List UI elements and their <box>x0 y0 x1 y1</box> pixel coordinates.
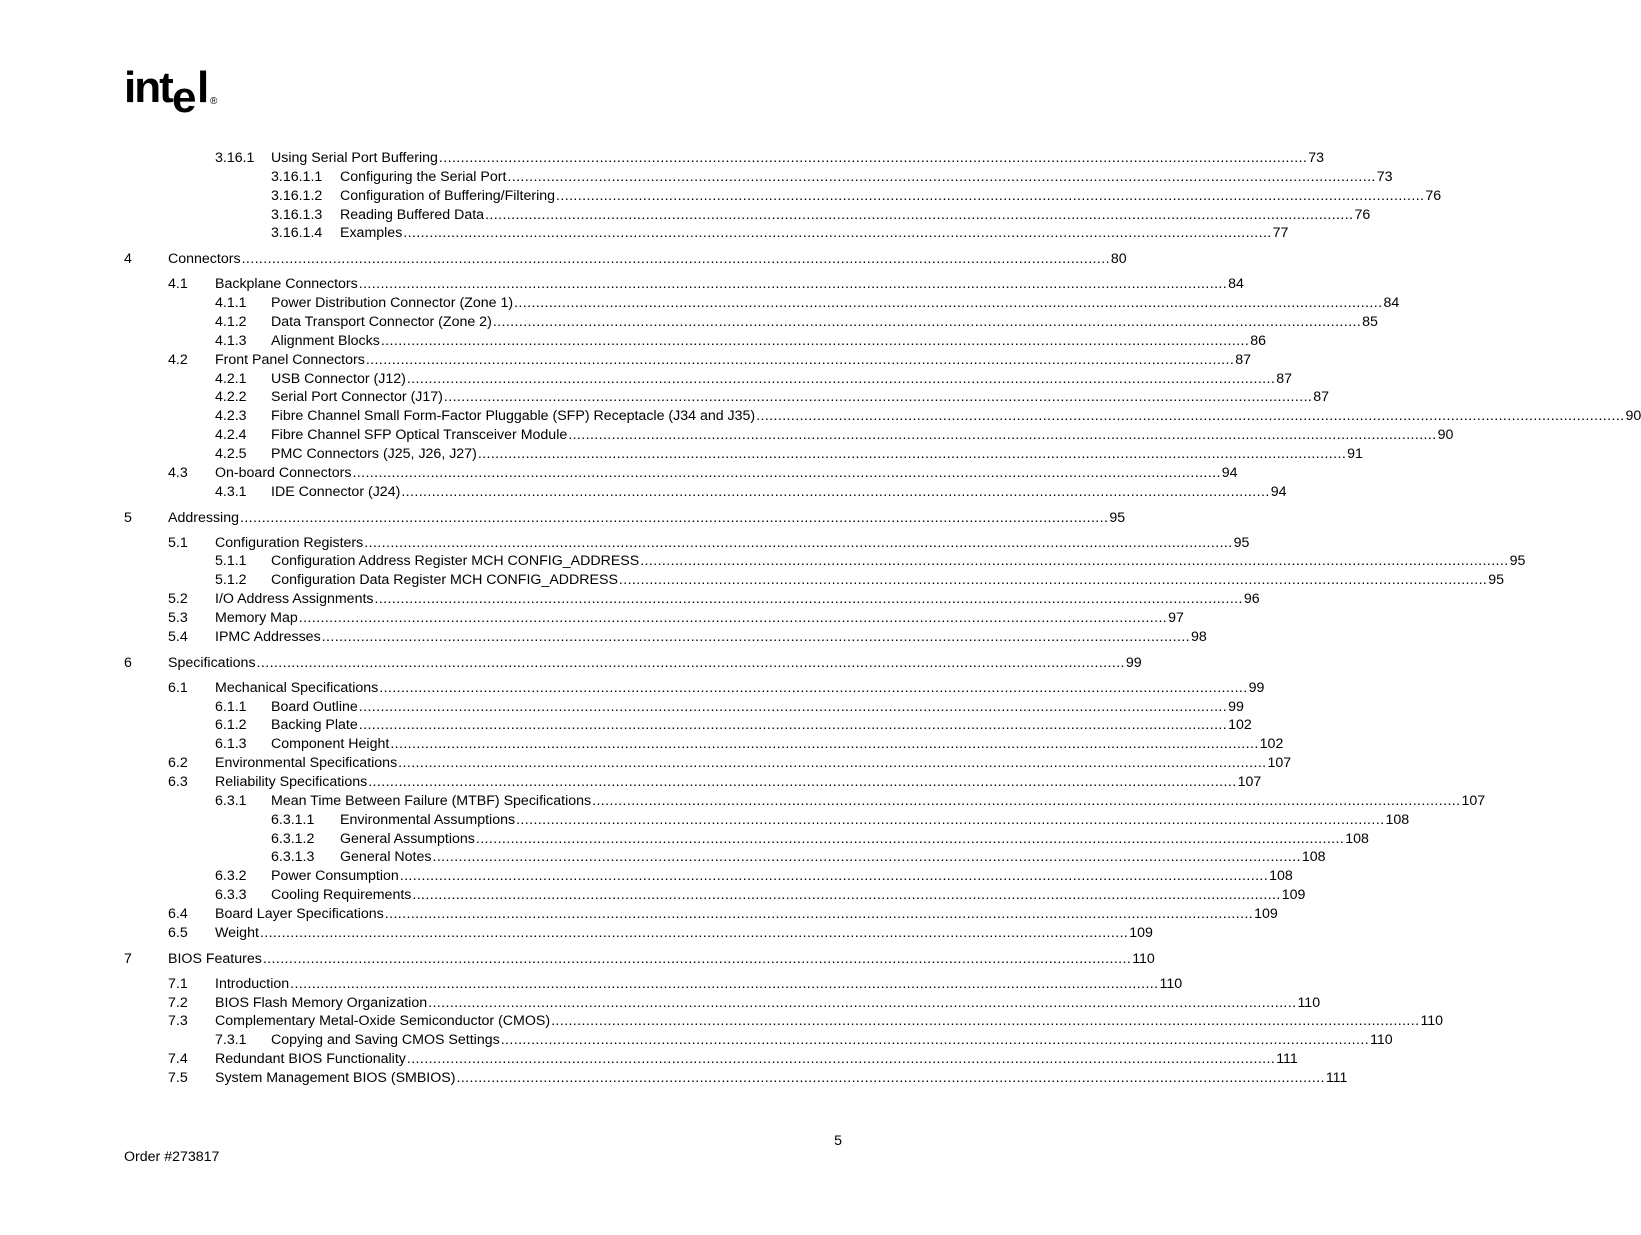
toc-entry-page: 110 <box>1297 994 1321 1011</box>
toc-entry-number: 7.4 <box>168 1051 188 1068</box>
toc-entry[interactable] <box>0 224 1289 243</box>
toc-entry-page: 95 <box>1233 534 1250 551</box>
toc-entry[interactable] <box>0 407 1641 426</box>
toc-entry[interactable] <box>0 609 1184 628</box>
toc-entry-title: Component Height <box>271 736 390 753</box>
toc-entry-line <box>215 924 1153 943</box>
toc-dot-leader: ........................................................................................................................................................................................................ <box>412 887 1281 904</box>
toc-entry-title: Reliability Specifications <box>215 774 368 790</box>
toc-entry-title: Introduction <box>215 975 290 992</box>
svg-text:l: l <box>197 63 210 112</box>
toc-entry-page: 85 <box>1362 314 1378 330</box>
toc-entry-number: 6.3.1.1 <box>271 811 315 828</box>
intel-logo <box>124 62 224 122</box>
toc-entry-page: 76 <box>1354 206 1371 223</box>
toc-entry-title: IDE Connector (J24) <box>271 483 401 500</box>
toc-entry-page: 87 <box>1276 370 1292 387</box>
toc-entry-number: 3.16.1 <box>215 150 255 166</box>
toc-dot-leader: ........................................................................................................................................................................................................ <box>507 168 1376 185</box>
toc-dot-leader: ........................................................................................................................................................................................................ <box>290 975 1159 992</box>
toc-entry-title: Complementary Metal-Oxide Semiconductor (CMOS) <box>215 1013 551 1030</box>
toc-dot-leader: ........................................................................................................................................................................................................ <box>438 150 1308 166</box>
toc-entry-page: 108 <box>1301 849 1326 866</box>
toc-entry-line <box>168 654 1142 673</box>
toc-entry-title: Serial Port Connector (J17) <box>271 389 443 406</box>
toc-entry-page: 95 <box>1509 553 1526 570</box>
toc-entry[interactable] <box>0 679 1265 698</box>
toc-dot-leader: ........................................................................................................................................................................................................ <box>384 905 1254 922</box>
toc-entry-line <box>215 754 1292 773</box>
toc-entry-page: 107 <box>1237 774 1262 790</box>
toc-entry-page: 86 <box>1250 332 1266 349</box>
toc-entry-number: 4.1.1 <box>215 295 247 312</box>
toc-dot-leader: ........................................................................................................................................................................................................ <box>259 924 1129 941</box>
toc-entry-number: 4.2.5 <box>215 446 247 462</box>
toc-entry-number: 4.1.2 <box>215 314 247 330</box>
toc-entry[interactable] <box>0 792 1486 811</box>
toc-entry-page: 108 <box>1385 811 1410 828</box>
toc-entry-title: Reading Buffered Data <box>340 206 485 223</box>
toc-entry-number: 6.4 <box>168 905 188 922</box>
toc-dot-leader: ........................................................................................................................................................................................................ <box>358 698 1228 715</box>
toc-entry-number: 6.3.1 <box>215 792 247 809</box>
toc-entry-title: Fibre Channel SFP Optical Transceiver Module <box>271 427 568 444</box>
toc-entry-line <box>215 1050 1298 1069</box>
toc-dot-leader: ........................................................................................................................................................................................................ <box>406 1051 1276 1068</box>
toc-entry-title: BIOS Flash Memory Organization <box>215 994 428 1011</box>
toc-entry-title: Connectors <box>168 251 241 268</box>
toc-entry-line <box>340 811 1410 830</box>
toc-entry-number: 5.2 <box>168 591 188 608</box>
toc-entry-line <box>271 552 1526 571</box>
toc-dot-leader: ........................................................................................................................................................................................................ <box>241 251 1110 268</box>
toc-entry-title: I/O Address Assignments <box>215 591 374 608</box>
toc-dot-leader: ........................................................................................................................................................................................................ <box>298 610 1168 626</box>
toc-entry-title: Environmental Assumptions <box>340 811 516 828</box>
toc-entry-line <box>271 407 1641 426</box>
toc-entry-line <box>271 792 1486 811</box>
toc-entry-line <box>271 370 1292 389</box>
toc-dot-leader: ........................................................................................................................................................................................................ <box>239 509 1109 526</box>
toc-dot-leader: ........................................................................................................................................................................................................ <box>321 628 1191 645</box>
toc-entry-title: Addressing <box>168 509 239 526</box>
toc-entry-page: 90 <box>1625 408 1641 425</box>
toc-dot-leader: ........................................................................................................................................................................................................ <box>551 1013 1420 1030</box>
toc-dot-leader: ........................................................................................................................................................................................................ <box>618 572 1488 589</box>
toc-entry-page: 110 <box>1159 975 1183 992</box>
toc-entry-page: 110 <box>1420 1013 1444 1030</box>
toc-entry-page: 87 <box>1235 351 1251 368</box>
toc-entry[interactable] <box>0 867 1293 886</box>
toc-entry-line <box>271 445 1363 464</box>
toc-dot-leader: ........................................................................................................................................................................................................ <box>568 427 1437 444</box>
toc-entry-line <box>340 848 1326 867</box>
svg-text:®: ® <box>210 96 218 107</box>
toc-dot-leader: ........................................................................................................................................................................................................ <box>406 370 1276 387</box>
toc-entry[interactable] <box>0 994 1321 1013</box>
toc-dot-leader: ........................................................................................................................................................................................................ <box>352 464 1221 481</box>
toc-entry[interactable] <box>0 250 1127 269</box>
toc-entry-page: 111 <box>1325 1069 1348 1086</box>
toc-entry[interactable] <box>0 773 1262 792</box>
toc-entry-page: 98 <box>1191 628 1207 645</box>
toc-entry-page: 77 <box>1272 225 1289 242</box>
toc-entry[interactable] <box>0 294 1400 313</box>
toc-entry-number: 6.1 <box>168 679 188 696</box>
toc-entry[interactable] <box>0 370 1292 389</box>
toc-dot-leader: ........................................................................................................................................................................................................ <box>556 187 1425 204</box>
toc-entry-page: 107 <box>1267 755 1292 772</box>
toc-entry-page: 84 <box>1383 295 1400 312</box>
toc-entry-line <box>215 905 1278 924</box>
toc-entry-page: 95 <box>1109 509 1126 526</box>
toc-entry-line <box>215 975 1183 994</box>
toc-entry-number: 6.3.2 <box>215 868 247 885</box>
toc-dot-leader: ........................................................................................................................................................................................................ <box>475 830 1345 847</box>
toc-entry-page: 110 <box>1370 1032 1393 1049</box>
toc-entry[interactable] <box>0 975 1183 994</box>
toc-entry-number: 6.2 <box>168 755 188 772</box>
toc-entry[interactable] <box>0 571 1505 590</box>
toc-entry[interactable] <box>0 698 1244 717</box>
toc-entry-title: Board Outline <box>271 698 358 715</box>
toc-entry[interactable] <box>0 168 1393 187</box>
toc-entry-title: BIOS Features <box>168 950 262 967</box>
toc-dot-leader: ........................................................................................................................................................................................................ <box>364 534 1233 551</box>
toc-entry-title: Backing Plate <box>271 717 358 734</box>
toc-entry-line <box>215 351 1251 370</box>
toc-dot-leader: ........................................................................................................................................................................................................ <box>374 591 1243 608</box>
toc-entry[interactable] <box>0 924 1153 943</box>
toc-entry-page: 73 <box>1308 150 1325 166</box>
toc-entry-number: 4.3.1 <box>215 483 247 500</box>
toc-dot-leader: ........................................................................................................................................................................................................ <box>401 483 1270 500</box>
toc-entry-line <box>340 168 1393 187</box>
toc-dot-leader: ........................................................................................................................................................................................................ <box>516 811 1385 828</box>
toc-entry-line <box>215 1069 1348 1088</box>
toc-entry[interactable] <box>0 149 1325 168</box>
toc-entry[interactable] <box>0 187 1442 206</box>
toc-entry-title: System Management BIOS (SMBIOS) <box>215 1069 456 1086</box>
toc-entry-title: PMC Connectors (J25, J26, J27) <box>271 446 477 462</box>
toc-entry-line <box>271 867 1293 886</box>
toc-entry[interactable] <box>0 388 1330 407</box>
toc-entry-line <box>271 886 1306 905</box>
toc-entry-number: 7.5 <box>168 1069 188 1086</box>
toc-entry-number: 3.16.1.2 <box>271 187 323 204</box>
toc-entry-page: 99 <box>1125 654 1142 671</box>
toc-entry-number: 4.1.3 <box>215 332 247 349</box>
toc-entry-line <box>168 250 1127 269</box>
toc-entry-title: Cooling Requirements <box>271 887 412 904</box>
toc-entry-title: Power Distribution Connector (Zone 1) <box>271 295 514 312</box>
toc-entry-page: 109 <box>1254 905 1278 922</box>
toc-entry-number: 5 <box>124 509 132 526</box>
toc-entry-number: 5.1.1 <box>215 553 247 570</box>
toc-entry-number: 4 <box>124 251 132 268</box>
toc-entry-number: 4.2.3 <box>215 408 247 425</box>
toc-dot-leader: ........................................................................................................................................................................................................ <box>500 1032 1370 1049</box>
toc-entry-number: 4.2 <box>168 351 188 368</box>
toc-entry-line <box>215 994 1321 1013</box>
toc-entry-line <box>215 275 1244 294</box>
toc-entry[interactable] <box>0 735 1284 754</box>
toc-entry-line <box>271 1031 1393 1050</box>
toc-entry[interactable] <box>0 716 1252 735</box>
toc-entry-page: 84 <box>1228 276 1244 293</box>
toc-entry-page: 91 <box>1347 446 1363 462</box>
toc-entry-line <box>168 509 1126 528</box>
svg-text:int: int <box>124 63 172 112</box>
toc-entry[interactable] <box>0 534 1250 553</box>
toc-entry-title: Mechanical Specifications <box>215 679 379 696</box>
toc-entry-line <box>215 628 1207 647</box>
toc-entry[interactable] <box>0 426 1454 445</box>
toc-dot-leader: ........................................................................................................................................................................................................ <box>399 868 1269 885</box>
toc-entry[interactable] <box>0 464 1238 483</box>
toc-entry-page: 109 <box>1129 924 1153 941</box>
toc-entry-line <box>215 773 1262 792</box>
toc-entry-line <box>215 464 1238 483</box>
toc-entry-page: 99 <box>1248 679 1265 696</box>
toc-dot-leader: ........................................................................................................................................................................................................ <box>514 295 1383 312</box>
toc-entry-line <box>340 830 1369 849</box>
toc-entry-title: Copying and Saving CMOS Settings <box>271 1032 500 1049</box>
toc-dot-leader: ........................................................................................................................................................................................................ <box>398 755 1267 772</box>
toc-dot-leader: ........................................................................................................................................................................................................ <box>443 389 1313 406</box>
toc-entry-number: 3.16.1.3 <box>271 206 323 223</box>
toc-entry-page: 95 <box>1488 572 1505 589</box>
toc-entry-number: 4.1 <box>168 276 188 293</box>
toc-entry[interactable] <box>0 332 1266 351</box>
toc-entry-page: 110 <box>1132 950 1155 967</box>
toc-entry-number: 7.3.1 <box>215 1032 247 1049</box>
toc-entry-page: 90 <box>1437 427 1454 444</box>
toc-dot-leader: ........................................................................................................................................................................................................ <box>428 994 1297 1011</box>
toc-entry-title: Backplane Connectors <box>215 276 358 293</box>
toc-entry-title: Alignment Blocks <box>271 332 380 349</box>
toc-entry-line <box>271 735 1284 754</box>
svg-text:e: e <box>172 73 197 122</box>
toc-entry-number: 3.16.1.4 <box>271 225 323 242</box>
toc-entry-title: Configuration Data Register MCH CONFIG_ADDRESS <box>271 572 618 589</box>
toc-entry-title: Configuration Registers <box>215 534 364 551</box>
toc-entry-page: 94 <box>1221 464 1238 481</box>
toc-entry[interactable] <box>0 1031 1393 1050</box>
toc-entry-title: Specifications <box>168 654 256 671</box>
toc-entry-line <box>271 571 1505 590</box>
toc-entry[interactable] <box>0 351 1251 370</box>
toc-entry[interactable] <box>0 1050 1298 1069</box>
toc-dot-leader: ........................................................................................................................................................................................................ <box>432 849 1301 866</box>
order-number: Order #273817 <box>124 1149 220 1165</box>
toc-entry-title: Memory Map <box>215 610 298 626</box>
toc-entry-page: 76 <box>1425 187 1442 204</box>
toc-entry-number: 7.3 <box>168 1013 188 1030</box>
toc-entry[interactable] <box>0 905 1278 924</box>
toc-entry-number: 6.5 <box>168 924 188 941</box>
toc-dot-leader: ........................................................................................................................................................................................................ <box>262 950 1132 967</box>
toc-entry-number: 5.1.2 <box>215 572 247 589</box>
toc-entry[interactable] <box>0 811 1410 830</box>
toc-entry-line <box>215 609 1184 628</box>
toc-entry-title: Weight <box>215 924 259 941</box>
toc-entry[interactable] <box>0 275 1244 294</box>
toc-dot-leader: ........................................................................................................................................................................................................ <box>358 276 1228 293</box>
toc-entry-title: Using Serial Port Buffering <box>271 150 438 166</box>
toc-entry-line <box>271 332 1266 351</box>
toc-entry-number: 5.3 <box>168 610 188 626</box>
toc-dot-leader: ........................................................................................................................................................................................................ <box>358 717 1228 734</box>
toc-entry[interactable] <box>0 1069 1348 1088</box>
toc-dot-leader: ........................................................................................................................................................................................................ <box>756 408 1625 425</box>
toc-entry[interactable] <box>0 654 1142 673</box>
toc-entry-number: 5.4 <box>168 628 188 645</box>
toc-entry-line <box>215 534 1250 553</box>
toc-entry[interactable] <box>0 754 1292 773</box>
toc-entry[interactable] <box>0 509 1126 528</box>
toc-entry-title: Data Transport Connector (Zone 2) <box>271 314 492 330</box>
toc-entry-number: 7 <box>124 950 132 967</box>
toc-entry-line <box>340 187 1442 206</box>
toc-entry-title: IPMC Addresses <box>215 628 321 645</box>
toc-dot-leader: ........................................................................................................................................................................................................ <box>492 314 1362 330</box>
toc-entry-title: Board Layer Specifications <box>215 905 384 922</box>
toc-entry-line <box>215 679 1265 698</box>
toc-entry-page: 97 <box>1168 610 1184 626</box>
toc-entry-number: 6.1.1 <box>215 698 247 715</box>
toc-dot-leader: ........................................................................................................................................................................................................ <box>390 736 1259 753</box>
toc-entry-title: General Notes <box>340 849 432 866</box>
toc-dot-leader: ........................................................................................................................................................................................................ <box>379 679 1248 696</box>
toc-entry-line <box>340 224 1289 243</box>
toc-entry-line <box>271 388 1330 407</box>
toc-entry-page: 102 <box>1228 717 1252 734</box>
toc-entry-line <box>271 426 1454 445</box>
toc-entry[interactable] <box>0 628 1207 647</box>
toc-entry[interactable] <box>0 1012 1444 1031</box>
toc-entry-line <box>271 483 1287 502</box>
toc-entry-number: 6 <box>124 654 132 671</box>
toc-entry-title: Configuring the Serial Port <box>340 168 507 185</box>
toc-entry-number: 6.1.2 <box>215 717 247 734</box>
toc-entry-number: 4.2.4 <box>215 427 247 444</box>
toc-entry-title: Power Consumption <box>271 868 399 885</box>
toc-entry-title: Mean Time Between Failure (MTBF) Specifications <box>271 792 592 809</box>
toc-entry[interactable] <box>0 950 1155 969</box>
toc-dot-leader: ........................................................................................................................................................................................................ <box>477 446 1347 462</box>
toc-entry-number: 5.1 <box>168 534 188 551</box>
toc-entry-page: 107 <box>1461 792 1486 809</box>
toc-entry-line <box>271 294 1400 313</box>
toc-entry-page: 108 <box>1269 868 1293 885</box>
toc-entry[interactable] <box>0 830 1369 849</box>
toc-entry-number: 6.3 <box>168 774 188 790</box>
toc-entry-title: Configuration of Buffering/Filtering <box>340 187 556 204</box>
toc-entry-number: 6.3.3 <box>215 887 247 904</box>
toc-entry[interactable] <box>0 483 1287 502</box>
toc-entry-title: Front Panel Connectors <box>215 351 365 368</box>
toc-entry-line <box>215 590 1260 609</box>
toc-entry-title: General Assumptions <box>340 830 475 847</box>
toc-entry-number: 4.2.2 <box>215 389 247 406</box>
toc-entry-line <box>271 313 1378 332</box>
toc-entry-page: 109 <box>1281 887 1306 904</box>
toc-dot-leader: ........................................................................................................................................................................................................ <box>403 225 1272 242</box>
toc-entry-page: 73 <box>1376 168 1393 185</box>
toc-entry-page: 87 <box>1313 389 1330 406</box>
toc-dot-leader: ........................................................................................................................................................................................................ <box>368 774 1237 790</box>
toc-entry-page: 111 <box>1276 1051 1298 1068</box>
toc-entry-title: On-board Connectors <box>215 464 352 481</box>
toc-dot-leader: ........................................................................................................................................................................................................ <box>256 654 1125 671</box>
toc-entry-number: 4.3 <box>168 464 188 481</box>
toc-entry-title: Redundant BIOS Functionality <box>215 1051 406 1068</box>
toc-entry-page: 80 <box>1110 251 1127 268</box>
toc-dot-leader: ........................................................................................................................................................................................................ <box>485 206 1354 223</box>
toc-entry-title: Fibre Channel Small Form-Factor Pluggable (SFP) Receptacle (J34 and J35) <box>271 408 756 425</box>
toc-entry-number: 3.16.1.1 <box>271 168 323 185</box>
toc-dot-leader: ........................................................................................................................................................................................................ <box>456 1069 1325 1086</box>
toc-entry-title: Configuration Address Register MCH CONFIG_ADDRESS <box>271 553 640 570</box>
toc-entry-page: 96 <box>1243 591 1260 608</box>
toc-entry[interactable] <box>0 445 1363 464</box>
toc-entry-number: 6.1.3 <box>215 736 247 753</box>
toc-entry-page: 99 <box>1228 698 1244 715</box>
toc-entry-page: 94 <box>1270 483 1287 500</box>
toc-entry-page: 108 <box>1345 830 1369 847</box>
toc-entry-number: 4.2.1 <box>215 370 247 387</box>
toc-entry[interactable] <box>0 886 1306 905</box>
toc-entry[interactable] <box>0 206 1371 225</box>
toc-entry-line <box>215 1012 1444 1031</box>
toc-entry-page: 102 <box>1259 736 1284 753</box>
toc-entry-line <box>271 698 1244 717</box>
toc-dot-leader: ........................................................................................................................................................................................................ <box>380 332 1250 349</box>
toc-entry[interactable] <box>0 313 1378 332</box>
toc-entry[interactable] <box>0 848 1326 867</box>
toc-entry[interactable] <box>0 552 1526 571</box>
toc-entry-title: Environmental Specifications <box>215 755 398 772</box>
toc-entry-line <box>271 716 1252 735</box>
toc-entry-number: 7.2 <box>168 994 188 1011</box>
toc-entry-number: 6.3.1.3 <box>271 849 315 866</box>
page-number: 5 <box>834 1133 842 1149</box>
toc-entry-line <box>340 206 1371 225</box>
toc-entry-line <box>168 950 1155 969</box>
toc-entry[interactable] <box>0 590 1260 609</box>
toc-entry-line <box>271 149 1325 168</box>
toc-dot-leader: ........................................................................................................................................................................................................ <box>365 351 1235 368</box>
toc-entry-title: USB Connector (J12) <box>271 370 406 387</box>
toc-dot-leader: ........................................................................................................................................................................................................ <box>640 553 1509 570</box>
toc-entry-title: Examples <box>340 225 403 242</box>
toc-entry-number: 7.1 <box>168 975 188 992</box>
toc-entry-number: 6.3.1.2 <box>271 830 315 847</box>
toc-dot-leader: ........................................................................................................................................................................................................ <box>592 792 1461 809</box>
